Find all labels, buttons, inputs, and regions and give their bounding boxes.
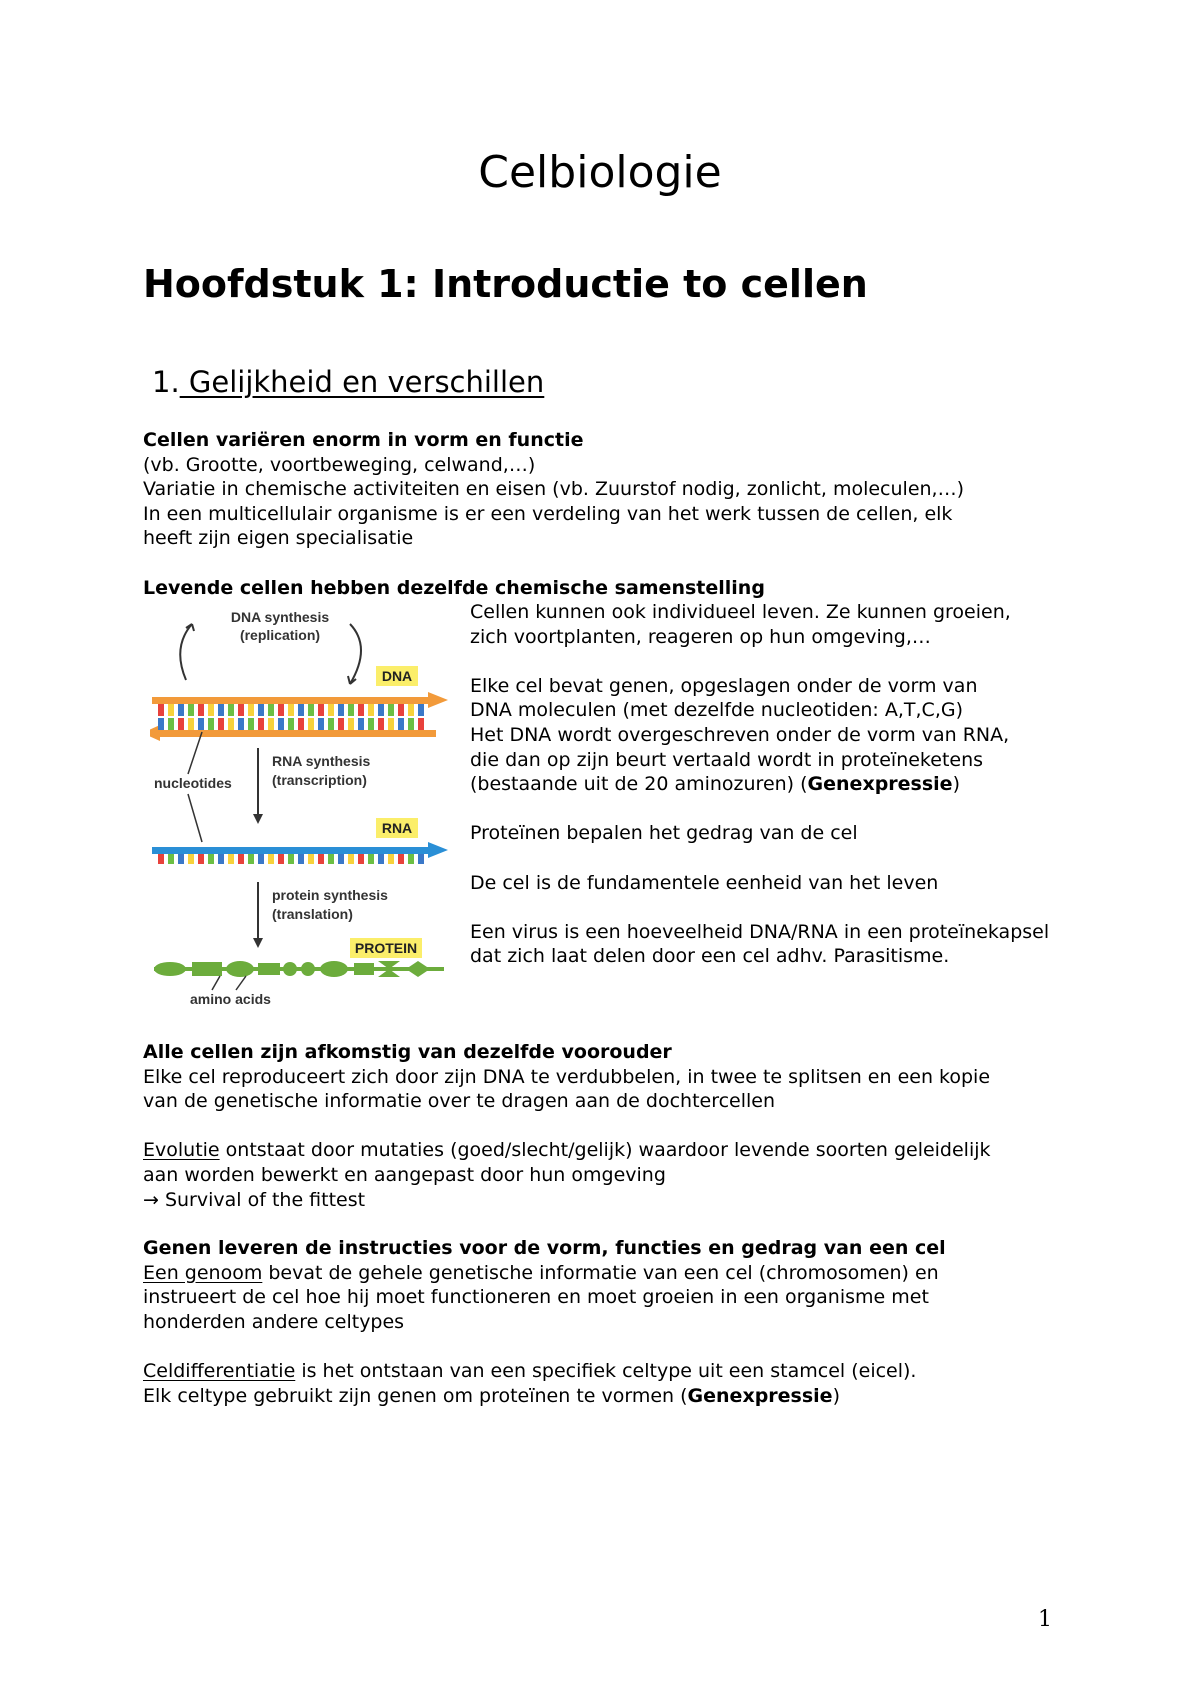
- dna-base: [368, 718, 374, 730]
- rna-base: [348, 854, 354, 864]
- rna-base: [418, 854, 424, 864]
- block4-line: [143, 1384, 1103, 1409]
- dna-base: [328, 704, 334, 716]
- term-celdifferentiatie: Celdifferentiatie: [143, 1359, 296, 1382]
- dna-base: [218, 718, 224, 730]
- text-run: ontstaat door mutaties (goed/slecht/gelijk) waardoor levende soorten geleidelijk: [219, 1139, 991, 1162]
- dna-base: [328, 718, 334, 730]
- dna-base: [398, 718, 404, 730]
- dna-double-strand: [150, 692, 448, 741]
- rna-base: [288, 854, 294, 864]
- rna-base: [178, 854, 184, 864]
- dna-base: [238, 718, 244, 730]
- replication-arrow-right: [350, 624, 361, 684]
- figure-label-nucleotides: nucleotides: [154, 775, 232, 791]
- transcription-arrowhead: [253, 814, 263, 824]
- rna-base: [208, 854, 214, 864]
- text-run: bevat de gehele genetische informatie van een cel (chromosomen) en: [262, 1261, 939, 1284]
- chapter-heading: Hoofdstuk 1: Introductie to cellen: [143, 262, 868, 306]
- dna-base: [378, 718, 384, 730]
- document-title: Celbiologie: [478, 147, 722, 198]
- rna-base: [268, 854, 274, 864]
- block-chemical-composition: [143, 576, 1103, 601]
- figure-label-rna-synthesis: RNA synthesis: [272, 753, 371, 769]
- dna-base: [288, 704, 294, 716]
- rna-base: [198, 854, 204, 864]
- block3-line: Elke cel reproduceert zich door zijn DNA te verdubbelen, in twee te splitsen en een kopie: [143, 1065, 991, 1088]
- figure-label-protein-synthesis: protein synthesis: [272, 887, 388, 903]
- dna-base: [278, 704, 284, 716]
- rna-base: [328, 854, 334, 864]
- figure-label-replication: (replication): [239, 627, 321, 643]
- page-number: 1: [1038, 1607, 1052, 1632]
- rna-base: [408, 854, 414, 864]
- dna-base: [278, 718, 284, 730]
- dna-base: [288, 718, 294, 730]
- figure-label-translation: (translation): [272, 906, 353, 922]
- block3-line: van de genetische informatie over te dragen aan de dochtercellen: [143, 1090, 776, 1113]
- central-dogma-figure: [150, 602, 456, 1012]
- dna-base: [268, 718, 274, 730]
- block2-line: die dan op zijn beurt vertaald wordt in proteïneketens: [470, 748, 984, 771]
- block2-line: Elke cel bevat genen, opgeslagen onder de vorm van: [470, 674, 978, 697]
- block2-line: Cellen kunnen ook individueel leven. Ze kunnen groeien,: [470, 601, 1011, 623]
- amino-pointer-left: [212, 976, 220, 990]
- section-heading: [152, 365, 544, 399]
- amino-acid-chain: [154, 961, 444, 977]
- rna-base: [298, 854, 304, 864]
- dna-label: DNA: [381, 668, 413, 684]
- dna-base: [198, 704, 204, 716]
- dna-base: [178, 718, 184, 730]
- nucleotides-pointer-top: [188, 732, 202, 774]
- dna-base: [248, 718, 254, 730]
- dna-base: [168, 718, 174, 730]
- block2-line: dat zich laat delen door een cel adhv. Parasitisme.: [470, 945, 950, 968]
- block1-line: heeft zijn eigen specialisatie: [143, 527, 414, 550]
- dna-base: [318, 704, 324, 716]
- text-run: ): [952, 773, 960, 796]
- dna-base: [188, 704, 194, 716]
- rna-label: RNA: [381, 820, 413, 836]
- block-genes-instructions: [143, 1236, 1103, 1408]
- dna-base: [158, 704, 164, 716]
- figure-label-amino-acids: amino acids: [190, 991, 271, 1007]
- section-title: Gelijkheid en verschillen: [179, 365, 545, 399]
- block3-line: → Survival of the fittest: [143, 1188, 366, 1211]
- block1-line: (vb. Grootte, voortbeweging, celwand,…): [143, 453, 536, 476]
- amino-pointer-right: [236, 976, 246, 990]
- dna-base: [178, 704, 184, 716]
- block4-line: [143, 1261, 1103, 1286]
- block2-line: DNA moleculen (met dezelfde nucleotiden: A,T,C,G): [470, 699, 963, 722]
- dna-base: [358, 704, 364, 716]
- rna-base: [378, 854, 384, 864]
- rna-base: [368, 854, 374, 864]
- text-run: (bestaande uit de 20 aminozuren) (: [470, 773, 808, 796]
- block2-line: De cel is de fundamentele eenheid van het leven: [470, 871, 939, 894]
- dna-base: [368, 704, 374, 716]
- rna-base: [228, 854, 234, 864]
- nucleotides-pointer-bottom: [188, 794, 202, 842]
- rna-base: [338, 854, 344, 864]
- block2-line: [470, 772, 1100, 797]
- block-common-ancestor: [143, 1040, 1103, 1212]
- term-genexpressie: Genexpressie: [807, 773, 953, 796]
- rna-base: [258, 854, 264, 864]
- block3-line: aan worden bewerkt en aangepast door hun omgeving: [143, 1163, 666, 1186]
- dna-base: [408, 718, 414, 730]
- block2-line: Het DNA wordt overgeschreven onder de vorm van RNA,: [470, 723, 1010, 746]
- dna-base: [318, 718, 324, 730]
- text-run: is het ontstaan van een specifiek celtype uit een stamcel (eicel).: [295, 1359, 917, 1382]
- dna-base: [418, 718, 424, 730]
- dna-base: [168, 704, 174, 716]
- rna-base: [238, 854, 244, 864]
- rna-base: [218, 854, 224, 864]
- section-number: 1.: [152, 365, 180, 399]
- block2-line: Proteïnen bepalen het gedrag van de cel: [470, 822, 858, 845]
- dna-base: [228, 718, 234, 730]
- dna-base: [388, 704, 394, 716]
- dna-base: [208, 704, 214, 716]
- rna-base: [188, 854, 194, 864]
- rna-base: [358, 854, 364, 864]
- dna-base: [348, 718, 354, 730]
- rna-base: [248, 854, 254, 864]
- dna-base: [378, 704, 384, 716]
- rna-strand: [152, 842, 448, 864]
- block1-line: Variatie in chemische activiteiten en eisen (vb. Zuurstof nodig, zonlicht, moleculen,…): [143, 478, 965, 501]
- term-evolutie: Evolutie: [143, 1139, 220, 1162]
- block-cell-variation: [143, 428, 1103, 551]
- dna-base: [338, 718, 344, 730]
- dna-base: [268, 704, 274, 716]
- block3-line: [143, 1138, 1103, 1163]
- block4-heading: Genen leveren de instructies voor de vorm, functies en gedrag van een cel: [143, 1237, 946, 1259]
- replication-arrow-left: [180, 624, 192, 680]
- dna-base: [298, 718, 304, 730]
- dna-base: [308, 718, 314, 730]
- dna-base: [238, 704, 244, 716]
- dna-base: [348, 704, 354, 716]
- rna-base: [278, 854, 284, 864]
- dna-base: [398, 704, 404, 716]
- dna-base: [248, 704, 254, 716]
- block1-heading: Cellen variëren enorm in vorm en functie: [143, 429, 584, 451]
- block3-heading: Alle cellen zijn afkomstig van dezelfde voorouder: [143, 1041, 672, 1063]
- dna-base: [198, 718, 204, 730]
- dna-base: [228, 704, 234, 716]
- figure-label-transcription: (transcription): [272, 772, 367, 788]
- block2-text-column: [470, 600, 1100, 969]
- block4-line: [143, 1359, 1103, 1384]
- term-genoom: Een genoom: [143, 1261, 263, 1284]
- dna-base: [408, 704, 414, 716]
- block2-line: Een virus is een hoeveelheid DNA/RNA in een proteïnekapsel: [470, 920, 1050, 943]
- dna-base: [388, 718, 394, 730]
- figure-label-dna-synthesis: DNA synthesis: [230, 609, 330, 625]
- text-run: Elk celtype gebruikt zijn genen om proteïnen te vormen (: [143, 1384, 688, 1407]
- block2-heading: Levende cellen hebben dezelfde chemische samenstelling: [143, 577, 765, 599]
- dna-base: [208, 718, 214, 730]
- rna-base: [398, 854, 404, 864]
- block1-line: In een multicellulair organisme is er een verdeling van het werk tussen de cellen, elk: [143, 502, 953, 525]
- dna-base: [258, 704, 264, 716]
- rna-base: [158, 854, 164, 864]
- protein-label: PROTEIN: [354, 940, 418, 956]
- dna-base: [338, 704, 344, 716]
- dna-base: [218, 704, 224, 716]
- dna-base: [358, 718, 364, 730]
- rna-base: [388, 854, 394, 864]
- translation-arrowhead: [253, 938, 263, 948]
- block4-line: honderden andere celtypes: [143, 1310, 405, 1333]
- dna-base: [418, 704, 424, 716]
- rna-base: [318, 854, 324, 864]
- dna-base: [158, 718, 164, 730]
- dna-base: [188, 718, 194, 730]
- term-genexpressie: Genexpressie: [687, 1384, 833, 1407]
- dna-base: [258, 718, 264, 730]
- rna-base: [168, 854, 174, 864]
- dna-base: [298, 704, 304, 716]
- text-run: ): [832, 1384, 840, 1407]
- dna-base: [308, 704, 314, 716]
- block2-line: zich voortplanten, reageren op hun omgeving,…: [470, 625, 931, 648]
- block4-line: instrueert de cel hoe hij moet functioneren en moet groeien in een organisme met: [143, 1286, 929, 1309]
- rna-base: [308, 854, 314, 864]
